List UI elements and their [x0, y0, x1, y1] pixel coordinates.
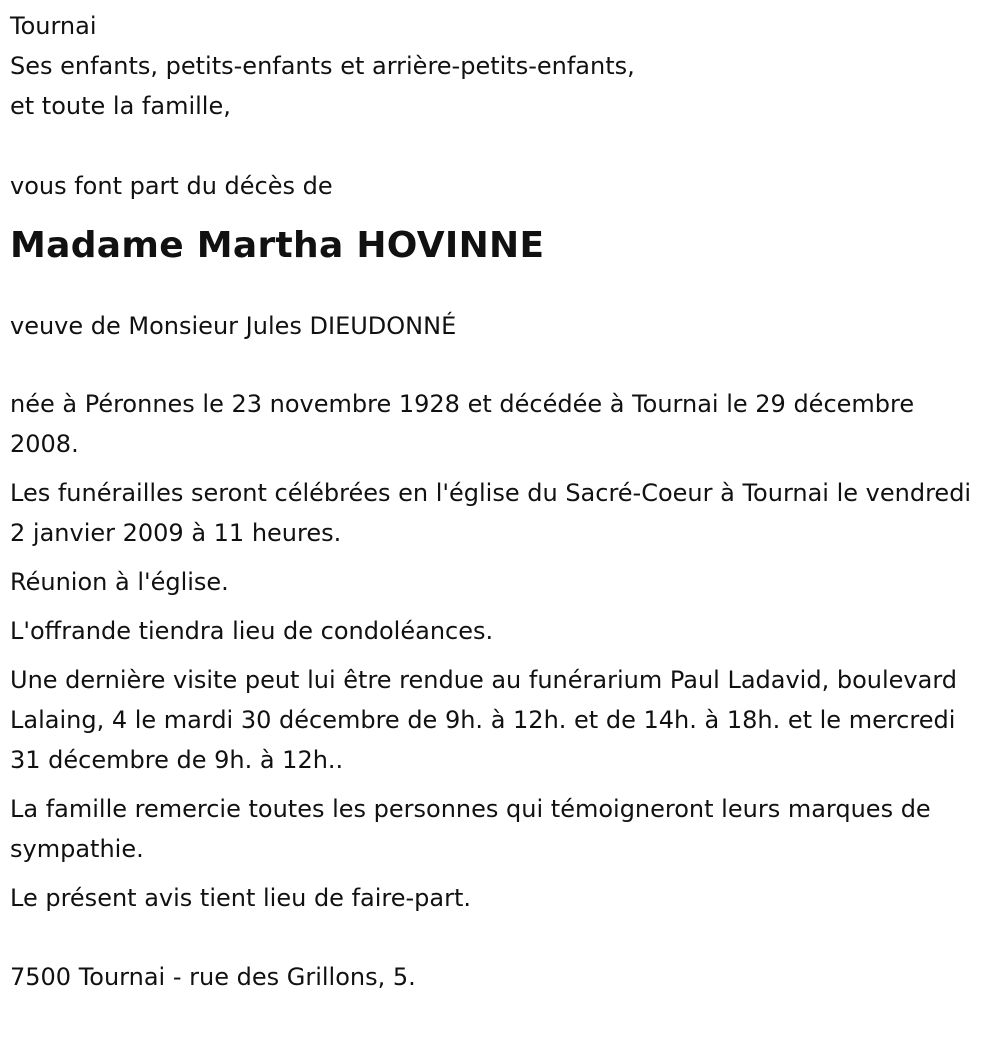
- meeting-info: Réunion à l'église.: [10, 568, 229, 596]
- deceased-name: Madame Martha HOVINNE: [10, 225, 545, 266]
- visit-info: Une dernière visite peut lui être rendue au funérarium Paul Ladavid, boulevard Lalaing, 4 le mardi 30 décembre de 9h. à 12h. et de 14h. à 18h. et le mercredi 31 décembre de 9h. à 12h..: [10, 666, 957, 774]
- spacer: [10, 927, 990, 957]
- funeral-info: Les funérailles seront célébrées en l'église du Sacré-Coeur à Tournai le vendredi 2 janvier 2009 à 11 heures.: [10, 479, 972, 547]
- relation-text: veuve de Monsieur Jules DIEUDONNÉ: [10, 312, 457, 340]
- birth-death-dates: née à Péronnes le 23 novembre 1928 et décédée à Tournai le 29 décembre 2008.: [10, 390, 915, 458]
- obituary-notice: [10, 6, 990, 997]
- offering-info: L'offrande tiendra lieu de condoléances.: [10, 617, 494, 645]
- spacer: [10, 346, 990, 384]
- family-line-2: et toute la famille,: [10, 92, 231, 120]
- notice-text: Le présent avis tient lieu de faire-part.: [10, 884, 472, 912]
- spacer: [10, 126, 990, 166]
- thanks-text: La famille remercie toutes les personnes qui témoigneront leurs marques de sympathie.: [10, 795, 931, 863]
- address-footer: 7500 Tournai - rue des Grillons, 5.: [10, 963, 416, 991]
- announcement-text: vous font part du décès de: [10, 172, 333, 200]
- city-heading: Tournai: [10, 12, 97, 40]
- family-line-1: Ses enfants, petits-enfants et arrière-petits-enfants,: [10, 52, 635, 80]
